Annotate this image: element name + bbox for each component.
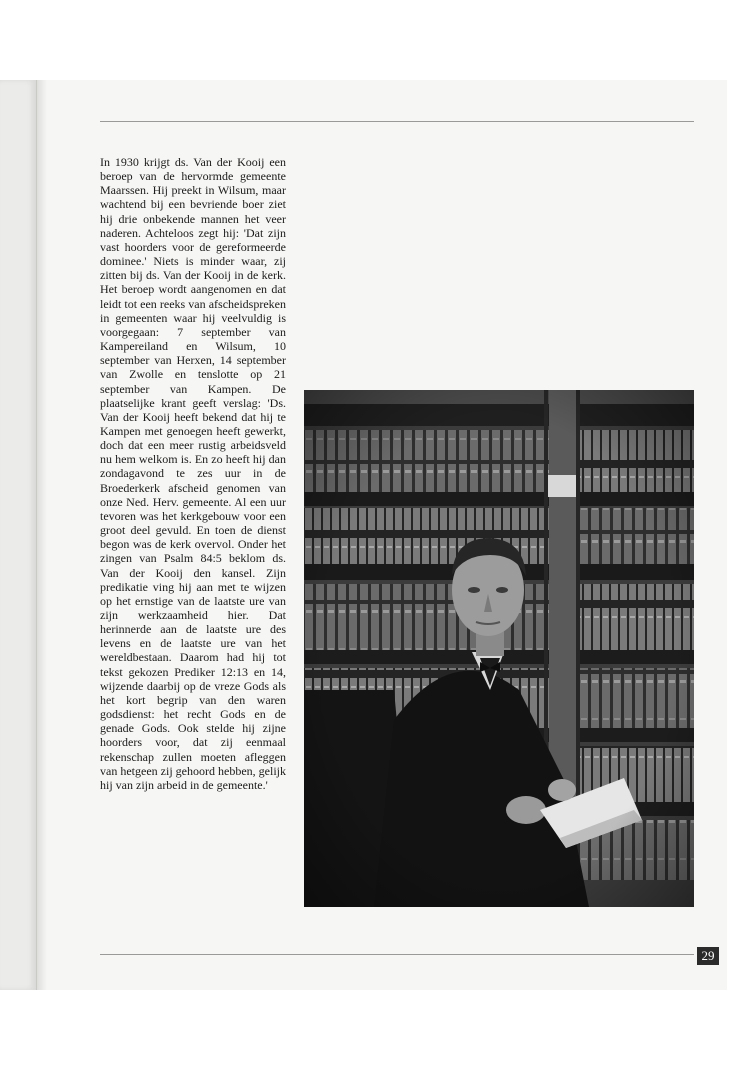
portrait-photo-drawing: [304, 390, 694, 907]
previous-page-edge: [0, 80, 37, 990]
book-page: [37, 80, 727, 990]
article-body: In 1930 krijgt ds. Van der Kooij een beroep van de hervormde gemeente Maarssen. Hij preekt in Wilsum, maar wachtend bij een bevriende boer ziet hij drie onbekende mannen het veer naderen. Achteloos zegt hij: 'Dat zijn vast hoorders voor de gereformeerde dominee.' Niets is minder waar, zij zitten bij ds. Van der Kooij in de kerk. Het beroep wordt aangenomen en dat leidt tot een reeks van afscheidspreken in gemeenten waar hij veelvuldig is voorgegaan: 7 september van Kampereiland en Wilsum, 10 september van Herxen, 14 september van Zwolle en tenslotte op 21 september van Kampen. De plaatselijke krant geeft verslag: 'Ds. Van der Kooij heeft bekend dat hij te Kampen met genoegen heeft gewerkt, doch dat een meer rustig arbeidsveld nu hem welkom is. En zo heeft hij dan zondagavond te zes uur in de Broederkerk afscheid genomen van onze Ned. Herv. gemeente. Al een uur tevoren was het kerkgebouw voor een groot deel gevuld. En toen de dienst begon was de kerk overvol. Onder het zingen van Psalm 84:5 beklom ds. Van der Kooij den kansel. Zijn predikatie ving hij aan met te wijzen op het ernstige van de laatste ure van zijn werkzaamheid hier. Dat herinnerde aan de laatste ure des levens en de laatste ure van het wereldbestaan. Daarom had hij tot tekst gekozen Prediker 12:13 en 14, wijzende daarbij op de vreze Gods als het kort begrip van den waren godsdienst: het recht Gods en de genade Gods. Ook stelde hij zijne hoorders voor, dat zij eenmaal rekenschap zullen moeten afleggen van hetgeen zij gehoord hebben, gelijk hij van zijn arbeid in de gemeente.': [100, 155, 286, 792]
portrait-photo: [304, 390, 694, 907]
page-gutter-shadow: [37, 80, 47, 990]
top-rule: [100, 121, 694, 122]
bottom-rule: [100, 954, 694, 955]
page-number: 29: [697, 947, 719, 965]
